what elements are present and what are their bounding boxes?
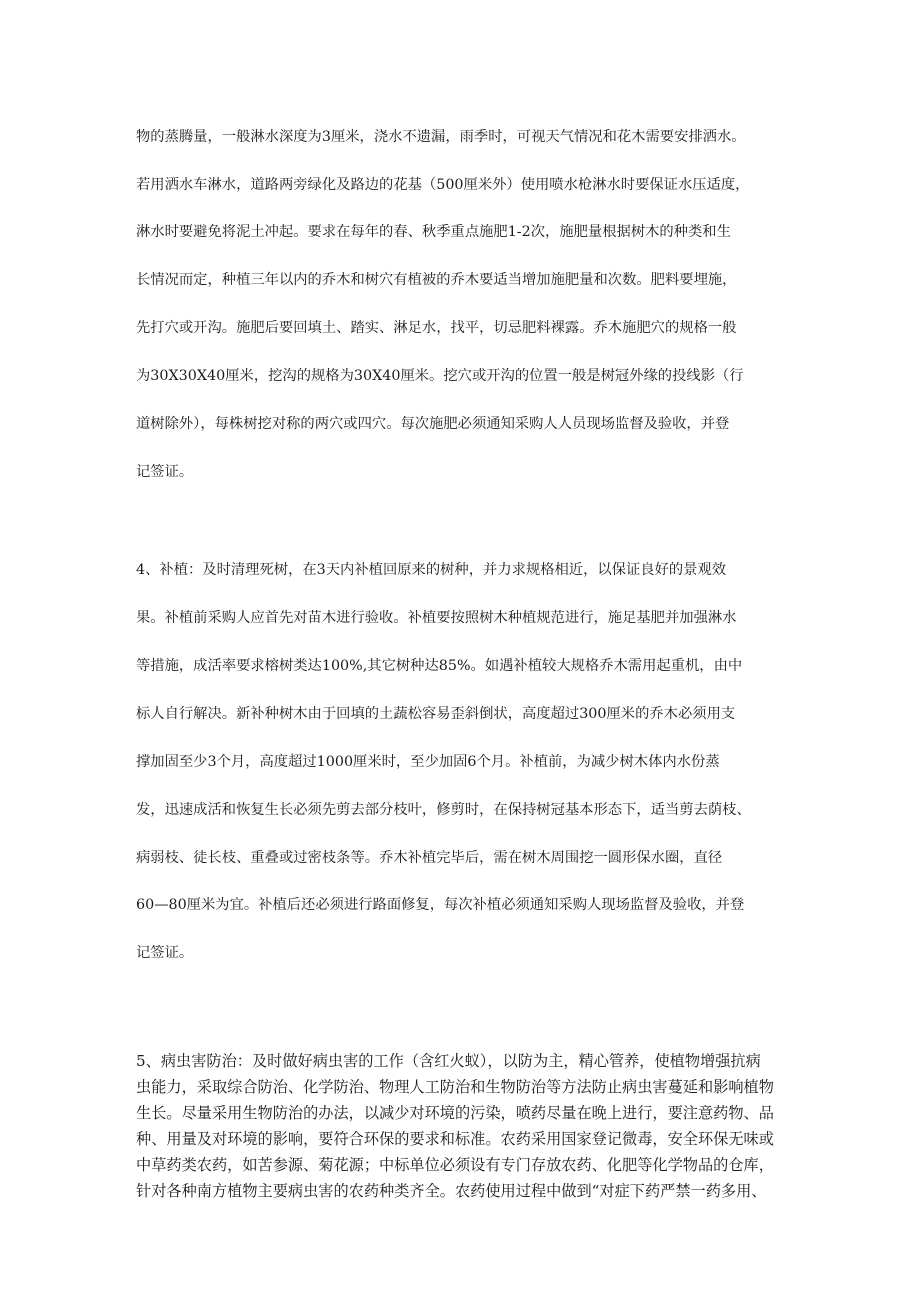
text-line: 淋水时要避免将泥土冲起。要求在每年的春、秋季重点施肥1-2次，施肥量根据树木的种类和生 (136, 224, 731, 240)
text-line: 标人自行解决。新补种树木由于回填的土蔬松容易歪斜倒状，高度超过300厘米的乔木必须用支 (136, 706, 736, 722)
text-line: 发，迅速成活和恢复生长必须先剪去部分枝叶，修剪时，在保持树冠基本形态下，适当剪去荫枝、 (136, 802, 751, 818)
text-line: 道树除外），每株树挖对称的两穴或四穴。每次施肥必须通知采购人人员现场监督及验收，并登 (136, 416, 730, 432)
text-line: 果。补植前采购人应首先对苗木进行验收。补植要按照树木种植规范进行，施足基肥并加强淋水 (136, 610, 737, 626)
text-line: 病弱枝、徒长枝、重叠或过密枝条等。乔木补植完毕后，需在树木周围挖一圆形保水圈，直径 (136, 850, 723, 866)
text-line: 物的蒸腾量，一般淋水深度为3厘米，浇水不遗漏，雨季时，可视天气情况和花木需要安排洒水。 (136, 129, 746, 145)
text-line: 等措施，成活率要求榕树类达100%,其它树种达85%。如遇补植较大规格乔木需用起重机，由中 (136, 658, 743, 674)
text-line: 记签证。 (136, 464, 194, 480)
text-line: 5、病虫害防治：及时做好病虫害的工作（含红火蚁），以防为主，精心管养，使植物增强抗病 (136, 1052, 761, 1070)
text-line: 若用洒水车淋水，道路两旁绿化及路边的花基（500厘米外）使用喷水枪淋水时要保证水压适度， (136, 177, 750, 193)
text-line: 记签证。 (136, 945, 194, 961)
text-line: 60—80厘米为宜。补植后还必须进行路面修复，每次补植必须通知采购人现场监督及验收，并登 (136, 897, 745, 913)
text-line: 种、用量及对环境的影响，要符合环保的要求和标准。农药采用国家登记微毒，安全环保无味或 (136, 1130, 774, 1148)
text-line: 撑加固至少3个月，高度超过1000厘米时，至少加固6个月。补植前，为减少树木体内水份蒸 (136, 754, 720, 770)
text-line: 先打穴或开沟。施肥后要回填土、踏实、淋足水，找平，切忌肥料裸露。乔木施肥穴的规格一般 (136, 320, 737, 336)
text-line: 针对各种南方植物主要病虫害的农药种类齐全。农药使用过程中做到“对症下药严禁一药多用、 (136, 1182, 767, 1200)
text-line: 中草药类农药，如苦参源、菊花源；中标单位必须设有专门存放农药、化肥等化学物品的仓库， (136, 1156, 774, 1174)
text-line: 4、补植：及时清理死树，在3天内补植回原来的树种，并力求规格相近，以保证良好的景观效 (136, 562, 727, 578)
text-line: 长情况而定，种植三年以内的乔木和树穴有植被的乔木要适当增加施肥量和次数。肥料要埋施， (136, 272, 737, 288)
text-line: 为30X30X40厘米，挖沟的规格为30X40厘米。挖穴或开沟的位置一般是树冠外缘的投线影（行 (136, 368, 744, 384)
text-line: 虫能力，采取综合防治、化学防治、物理人工防治和生物防治等方法防止病虫害蔓延和影响植物 (136, 1078, 774, 1096)
text-line: 生长。尽量采用生物防治的办法，以减少对环境的污染，喷药尽量在晚上进行，要注意药物、品 (136, 1104, 774, 1122)
